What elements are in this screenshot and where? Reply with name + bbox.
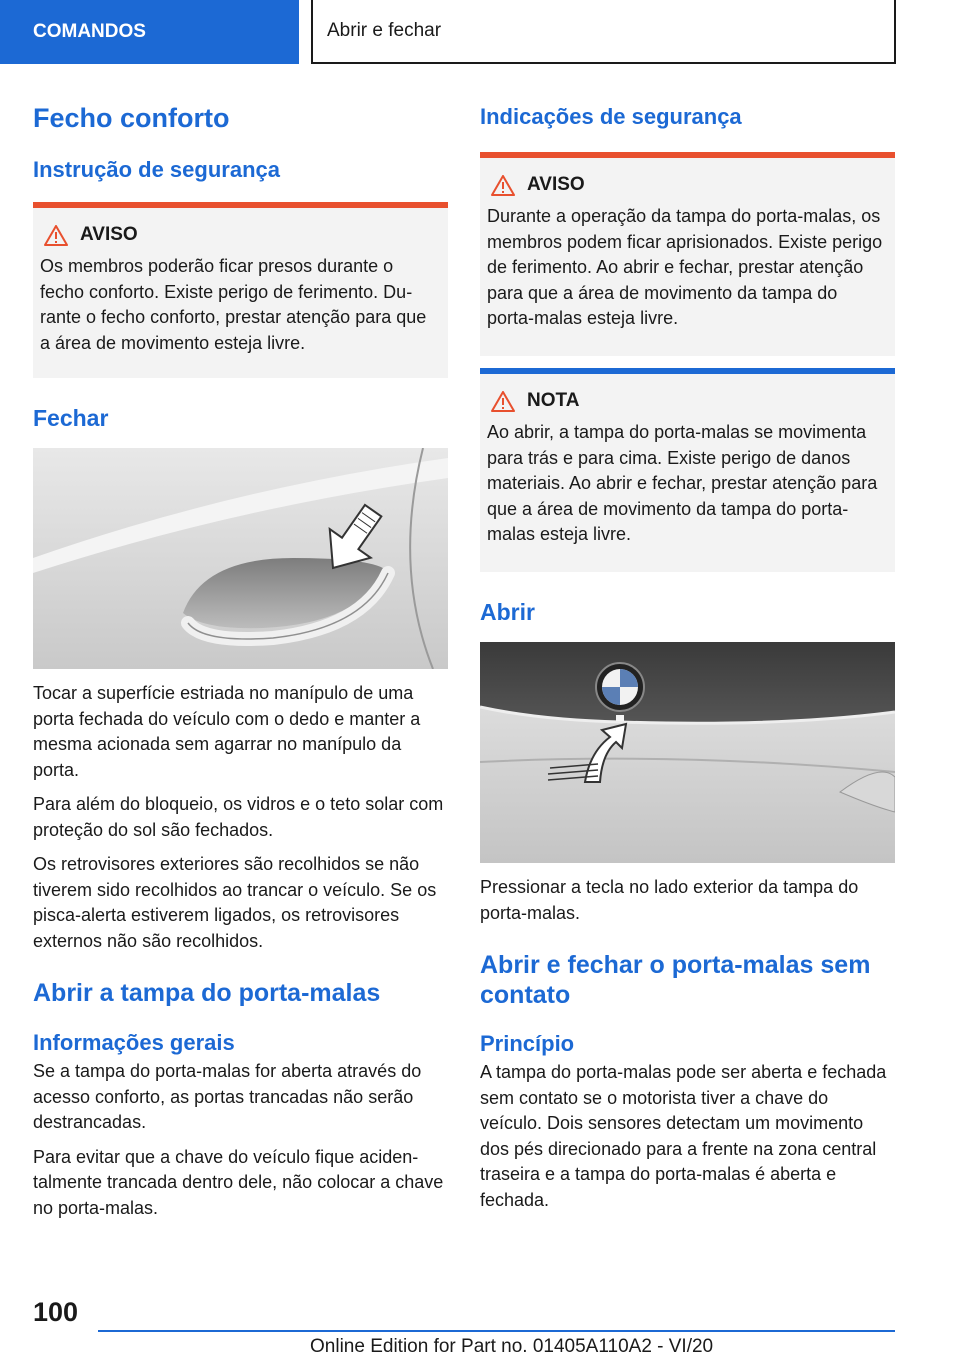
- heading-fecho-conforto: Fecho conforto: [33, 103, 230, 133]
- paragraph-info-2: Para evitar que a chave do veículo fique acidentalmente trancada dentro dele, não colocar a chave no porta-malas.: [33, 1146, 444, 1218]
- note-box-nota: [480, 368, 895, 572]
- section-tab: [0, 0, 299, 64]
- heading-fechar: Fechar: [33, 405, 109, 431]
- paragraph-fechar-1: Tocar a superfície estriada no manípulo de uma porta fechada do veículo com o dedo e manter a mesma acionada sem agarrar no manípulo da porta.: [33, 683, 421, 780]
- heading-informacoes-gerais: Informações gerais: [33, 1030, 235, 1055]
- paragraph-info-1: Se a tampa do porta-malas for aberta através do acesso conforto, as portas trancadas não serão destrancadas.: [33, 1061, 422, 1132]
- chapter-header: [311, 0, 896, 64]
- footer-divider: [98, 1330, 895, 1332]
- warning-text: Durante a operação da tampa do porta-malas, os membros podem ficar aprisionados. Existe perigo de ferimento. Ao abrir e fechar, prestar atenção para que a área de movimento da tampa do porta-malas esteja livre.: [487, 206, 883, 328]
- page-number: 100: [33, 1297, 79, 1327]
- warning-box-aviso: [33, 202, 448, 378]
- heading-abrir-tampa: Abrir a tampa do porta-malas: [33, 979, 381, 1007]
- left-column: [33, 95, 448, 1221]
- warning-label: AVISO: [527, 174, 585, 195]
- warning-label: AVISO: [80, 224, 138, 245]
- paragraph-fechar-3: Os retrovisores exteriores são recolhidos se não tiverem sido recolhidos ao trancar o veículo. Se os pisca-alerta estiverem ligados, os retrovisores externos não são recolhidos.: [33, 854, 437, 951]
- warning-triangle-icon: [491, 175, 515, 196]
- note-title: [487, 390, 888, 412]
- note-label: NOTA: [527, 390, 580, 411]
- paragraph-fechar-2: Para além do bloqueio, os vidros e o teto solar com proteção do sol são fechados.: [33, 794, 444, 840]
- paragraph-abrir: Pressionar a tecla no lado exterior da tampa do porta-malas.: [480, 877, 859, 923]
- heading-sem-contato: Abrir e fechar o porta-malas sem contato: [480, 951, 871, 1009]
- warning-text: Os membros poderão ficar presos durante o fecho conforto. Existe perigo de ferimento. Durante o fecho conforto, prestar atenção para que a área de movimento esteja livre.: [40, 256, 427, 353]
- warning-triangle-icon: [44, 225, 68, 246]
- paragraph-principio: A tampa do porta-malas pode ser aberta e fechada sem contato se o motorista tiver a chave do veículo. Dois sensores detectam um movimento dos pés direcionado para a frente na zona central traseira e a tampa do porta-malas é aberta e fechada.: [480, 1062, 887, 1210]
- heading-instrucao-seguranca: Instrução de segurança: [33, 157, 280, 182]
- heading-abrir: Abrir: [480, 599, 535, 625]
- section-label: COMANDOS: [33, 21, 146, 42]
- warning-title: [487, 174, 888, 196]
- door-handle-image: [33, 448, 448, 669]
- right-column: [480, 95, 895, 1213]
- warning-title: [40, 224, 441, 246]
- note-text: Ao abrir, a tampa do porta-malas se movimenta para trás e para cima. Existe perigo de danos materiais. Ao abrir e fechar, prestar atenção para que a área de movimento da tampa do porta-malas esteja livre.: [487, 422, 878, 544]
- footer-edition: Online Edition for Part no. 01405A110A2 - VI/20: [310, 1336, 714, 1357]
- heading-principio: Princípio: [480, 1031, 575, 1056]
- warning-box-aviso-2: [480, 152, 895, 356]
- chapter-title: Abrir e fechar: [327, 20, 442, 41]
- trunk-button-image: [480, 642, 895, 863]
- warning-triangle-icon: [491, 391, 515, 412]
- heading-indicacoes-seguranca: Indicações de segurança: [480, 104, 742, 129]
